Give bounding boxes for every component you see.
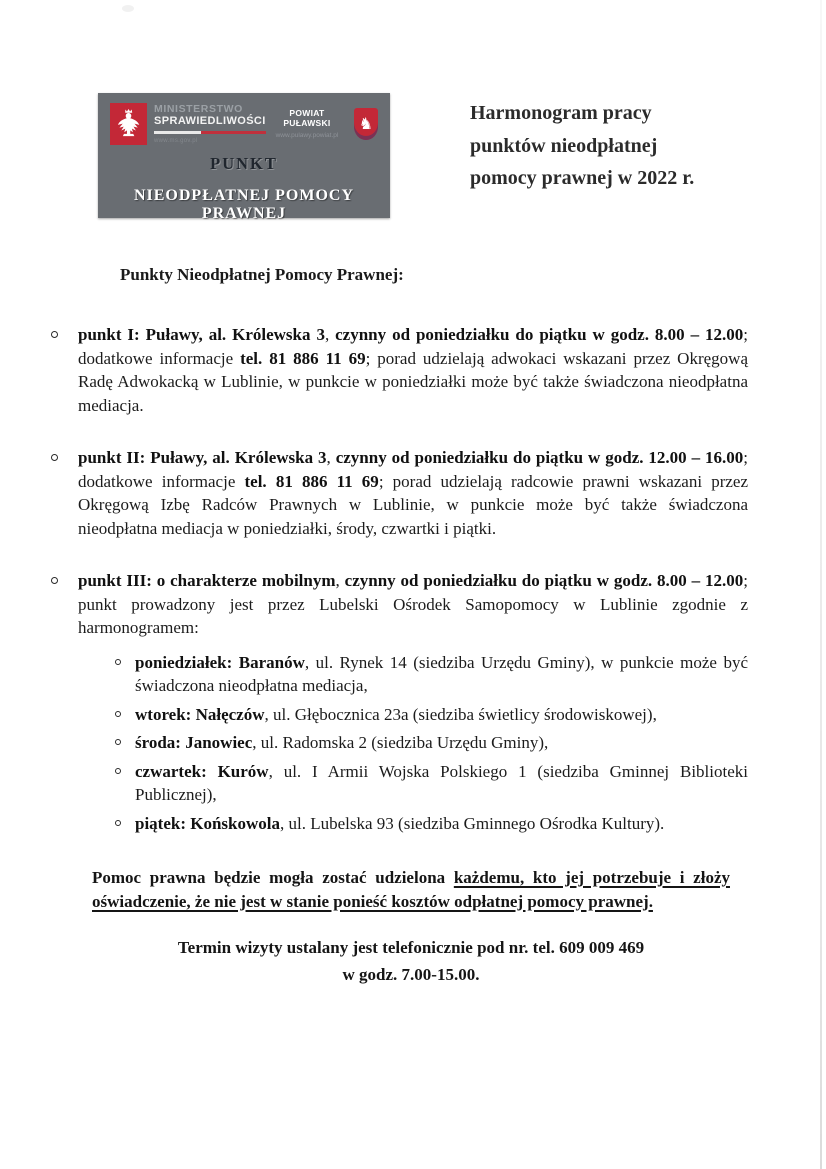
list-item-point-2 bbox=[78, 446, 748, 540]
point2-info-label: ; dodatkowe informacje bbox=[78, 448, 749, 491]
thursday-address: , ul. I Armii Wojska Polskiego 1 (siedziba Gminnej Biblioteki Publicznej), bbox=[135, 761, 748, 804]
point1-info-label: ; dodatkowe informacje bbox=[78, 325, 749, 368]
list-item-monday bbox=[135, 651, 748, 698]
list-item-friday bbox=[135, 812, 748, 836]
list-item-point-3 bbox=[78, 569, 748, 835]
banner-title-punkt: PUNKT bbox=[210, 154, 278, 173]
bullet-icon bbox=[115, 739, 121, 745]
list-item-thursday bbox=[135, 760, 748, 807]
powiat-pulawski-coat-of-arms-icon: ♞ bbox=[354, 108, 378, 140]
document-title-line3: pomocy prawnej w 2022 r. bbox=[470, 167, 695, 189]
bullet-icon bbox=[51, 331, 58, 338]
point2-hours: czynny od poniedziałku do piątku w godz. 12.00 – 16.00 bbox=[335, 448, 744, 467]
powiat-url: www.pulawy.powiat.pl bbox=[275, 132, 339, 139]
point2-details: ; porad udzielają radcowie prawni wskazani przez Okręgową Izbę Radców Prawnych w Lublinie, w punkcie może być także świadczona nieodpłatna mediacja w poniedziałki, środy, czwartki i piątki. bbox=[78, 471, 748, 538]
point1-location: punkt I: Puławy, al. Królewska 3 bbox=[78, 325, 325, 344]
wednesday-address: , ul. Radomska 2 (siedziba Urzędu Gminy), bbox=[252, 733, 549, 752]
point3-details: ; punkt prowadzony jest przez Lubelski Ośrodek Samopomocy w Lublinie zgodnie z harmonogramem: bbox=[78, 571, 749, 637]
wednesday-town: środa: Janowiec bbox=[135, 733, 253, 752]
eligibility-note-underlined: każdemu, kto jej potrzebuje i złoży oświadczenie, że nie jest w stanie ponieść kosztów odpłatnej pomocy prawnej. bbox=[92, 868, 730, 911]
mobile-point-schedule-list bbox=[78, 651, 748, 836]
friday-address: , ul. Lubelska 93 (siedziba Gminnego Ośrodka Kultury). bbox=[280, 813, 665, 833]
friday-town: piątek: Końskowola bbox=[135, 813, 280, 833]
point1-details: ; porad udzielają adwokaci wskazani przez Okręgową Radę Adwokacką w Lublinie, w punkcie w poniedziałki może być także świadczona nieodpłatna mediacja. bbox=[78, 348, 748, 415]
eligibility-note-plain: Pomoc prawna będzie mogła zostać udzielona bbox=[92, 868, 454, 887]
point3-hours: czynny od poniedziałku do piątku w godz. 8.00 – 12.00 bbox=[344, 571, 744, 590]
list-item-tuesday bbox=[135, 703, 748, 727]
section-heading: Punkty Nieodpłatnej Pomocy Prawnej: bbox=[120, 265, 404, 284]
eligibility-note bbox=[92, 866, 730, 913]
phone-booking-line1: Termin wizyty ustalany jest telefonicznie pod nr. tel. 609 009 469 bbox=[177, 938, 645, 957]
banner-title-free-legal-aid: NIEODPŁATNEJ POMOCY PRAWNEJ bbox=[133, 187, 355, 222]
point3-location: punkt III: o charakterze mobilnym bbox=[78, 571, 336, 590]
list-item-wednesday bbox=[135, 731, 748, 755]
ministry-name-line1: MINISTERSTWO bbox=[154, 103, 243, 115]
monday-town: poniedziałek: Baranów bbox=[135, 652, 305, 672]
point2-location: punkt II: Puławy, al. Królewska 3 bbox=[78, 448, 327, 467]
phone-booking-line2: w godz. 7.00-15.00. bbox=[342, 965, 480, 984]
point1-phone: tel. 81 886 11 69 bbox=[240, 348, 366, 368]
document-title-line2: punktów nieodpłatnej bbox=[470, 134, 658, 157]
tuesday-address: , ul. Głębocznica 23a (siedziba świetlicy środowiskowej), bbox=[264, 704, 657, 724]
bullet-icon bbox=[51, 454, 58, 461]
point3-sep: , bbox=[335, 571, 345, 590]
bullet-icon bbox=[51, 577, 58, 584]
bullet-icon bbox=[115, 659, 121, 665]
point1-sep: , bbox=[324, 325, 336, 344]
bullet-icon bbox=[115, 820, 121, 826]
bullet-icon bbox=[115, 711, 121, 717]
monday-address: , ul. Rynek 14 (siedziba Urzędu Gminy), w punkcie może być świadczona nieodpłatna mediacja, bbox=[135, 652, 748, 695]
list-item-point-1 bbox=[78, 323, 748, 417]
thursday-town: czwartek: Kurów bbox=[135, 761, 269, 781]
ministry-name-line2: SPRAWIEDLIWOŚCI bbox=[154, 115, 266, 127]
ministry-url: www.ms.gov.pl bbox=[154, 138, 198, 144]
point2-phone: tel. 81 886 11 69 bbox=[244, 471, 379, 491]
point2-sep: , bbox=[326, 448, 336, 467]
point1-hours: czynny od poniedziałku do piątku w godz. 8.00 – 12.00 bbox=[335, 325, 744, 344]
bullet-icon bbox=[115, 768, 121, 774]
tuesday-town: wtorek: Nałęczów bbox=[135, 704, 265, 724]
phone-booking-note bbox=[92, 934, 730, 988]
powiat-name: POWIAT PUŁAWSKI bbox=[283, 108, 331, 128]
document-title-line1: Harmonogram pracy bbox=[470, 102, 652, 124]
